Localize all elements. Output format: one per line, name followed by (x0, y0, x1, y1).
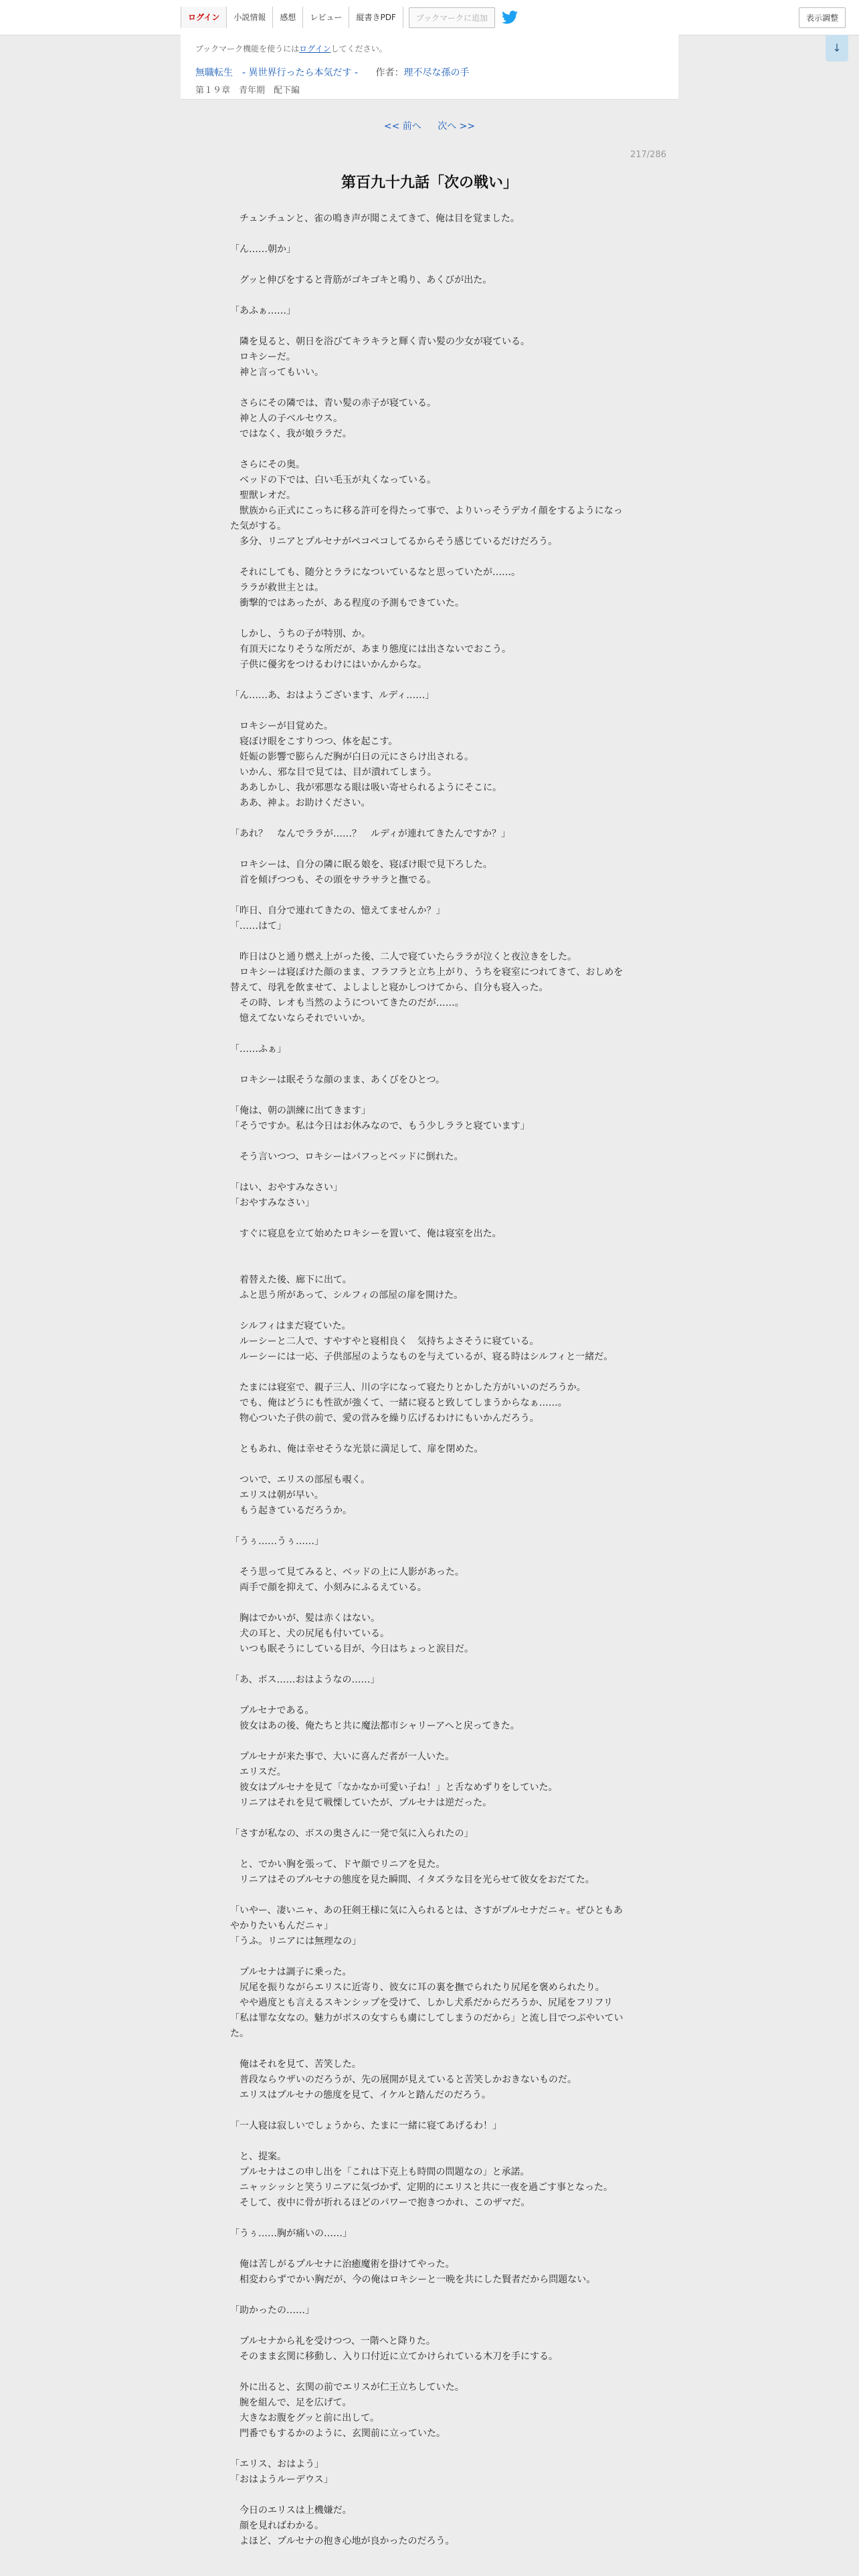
novel-header-panel (181, 35, 678, 100)
novel-line: リニアはそれを見て戦慄していたが、プルセナは逆だった。 (230, 1798, 492, 1808)
novel-line: 「うぅ……胸が痛いの……」 (230, 2228, 352, 2239)
novel-line (230, 288, 630, 304)
novel-line: 「……はて」 (230, 921, 286, 932)
novel-info-link[interactable]: 小説情報 (227, 7, 273, 28)
vertical-pdf-link[interactable]: 縦書きPDF (349, 7, 403, 28)
novel-line: エリスだ。 (230, 1767, 286, 1778)
novel-line: と、提案。 (230, 2151, 286, 2162)
novel-line: ふと思う所があって、シルフィの部屋の扉を開けた。 (230, 1290, 464, 1301)
novel-line: 着替えた後、廊下に出て。 (230, 1275, 352, 1285)
novel-line (230, 2134, 630, 2149)
novel-line: ロキシーは寝ぼけた顔のまま、フラフラと立ち上がり、うちを寝室につれてきて、おしめを替えて、母乳を飲ませて、よしよしと寝かしつけてから、自分も寝入った。 (230, 967, 624, 993)
novel-line (230, 2365, 630, 2380)
novel-line: ベッドの下では、白い毛玉が丸くなっている。 (230, 475, 436, 486)
novel-body (230, 211, 630, 2549)
novel-line: さらにその隣では、青い髪の赤子が寝ている。 (230, 398, 436, 409)
novel-line: 尻尾を振りながらエリスに近寄り、彼女に耳の裏を撫でられたり尻尾を褒められたり。 (230, 1982, 605, 1993)
novel-line: 子供に優劣をつけるわけにはいかんからな。 (230, 659, 427, 670)
novel-line (230, 550, 630, 565)
chapter-title: 第１９章 青年期 配下編 (195, 86, 300, 96)
novel-line (230, 1365, 630, 1380)
novel-line (230, 934, 630, 950)
novel-line (230, 1457, 630, 1473)
novel-line: 憶えてないならそれでいいか。 (230, 1013, 371, 1024)
note-prefix: ブックマーク機能を使うには (195, 44, 300, 53)
author-link[interactable]: 理不尽な孫の手 (403, 68, 470, 78)
novel-line: プルセナである。 (230, 1705, 314, 1716)
novel-line: ああしかし、我が邪悪なる眼は吸い寄せられるようにそこに。 (230, 782, 502, 793)
note-suffix: してください。 (330, 44, 387, 53)
novel-line: しかし、うちの子が特別、か。 (230, 629, 371, 639)
novel-line: ロキシーが目覚めた。 (230, 721, 333, 732)
novel-line: 首を傾げつつも、その頭をサラサラと撫でる。 (230, 875, 436, 885)
novel-line: 衝撃的ではあったが、ある程度の予測もできていた。 (230, 598, 464, 609)
novel-line: 「エリス、おはよう」 (230, 2459, 324, 2470)
novel-line (230, 704, 630, 719)
novel-line: 普段ならウザいのだろうが、先の展開が見えていると苦笑しかおきないものだ。 (230, 2074, 577, 2085)
novel-line (230, 2211, 630, 2226)
novel-line: そのまま玄関に移動し、入り口付近に立てかけられている木刀を手にする。 (230, 2351, 558, 2362)
novel-title-link[interactable]: 無職転生 - 異世界行ったら本気だす - (195, 68, 359, 78)
novel-line: 「そうですか。私は今日はお休みなので、もう少しララと寝ています」 (230, 1121, 530, 1132)
novel-line: 「一人寝は寂しいでしょうから、たまに一緒に寝てあげるわ！」 (230, 2121, 502, 2131)
novel-line (230, 1888, 630, 1903)
novel-line (230, 1842, 630, 1857)
novel-line: 「おはようルーデウス」 (230, 2474, 333, 2485)
novel-line (230, 381, 630, 396)
novel-line: 「あふぁ……」 (230, 306, 296, 316)
novel-line: 「うふ。リニアには無理なの」 (230, 1936, 361, 1947)
novel-line (230, 1811, 630, 1826)
novel-line: プルセナはこの申し出を「これは下克上も時間の問題なの」と承諾。 (230, 2167, 530, 2177)
novel-line: 多分、リニアとプルセナがペコペコしてるからそう感じているだけだろう。 (230, 536, 558, 547)
novel-line: ともあれ、俺は幸せそうな光景に満足して、扉を閉めた。 (230, 1444, 484, 1455)
episode-pager (0, 119, 859, 132)
novel-line: シルフィはまだ寝ていた。 (230, 1321, 351, 1331)
review-link[interactable]: レビュー (303, 7, 349, 28)
novel-line: 「あれ？ なんでララが……？ ルディが連れてきたんですか？」 (230, 829, 510, 839)
novel-line: 神と言ってもいい。 (230, 367, 324, 378)
novel-line: チュンチュンと、雀の鳴き声が聞こえてきて、俺は目を覚ました。 (230, 213, 520, 224)
novel-line (230, 1688, 630, 1703)
novel-line: 俺はそれを見て、苦笑した。 (230, 2059, 361, 2070)
novel-line: 両手で顔を抑えて、小刻みにふるえている。 (230, 1582, 427, 1593)
novel-line: 妊娠の影響で膨らんだ胸が白日の元にさらけ出される。 (230, 752, 474, 762)
prev-episode-link[interactable]: << 前へ (383, 121, 421, 132)
novel-line: すぐに寝息を立て始めたロキシーを置いて、俺は寝室を出た。 (230, 1228, 502, 1239)
novel-line: もう起きているだろうか。 (230, 1505, 352, 1516)
display-settings-button[interactable]: 表示調整 (799, 7, 846, 28)
novel-line (230, 1657, 630, 1673)
novel-line: 腕を組んで、足を広げて。 (230, 2397, 352, 2408)
novel-line: 寝ぼけ眼をこすりつつ、体を起こす。 (230, 736, 398, 747)
novel-line (230, 673, 630, 688)
novel-line (230, 2288, 630, 2303)
novel-line: 「……ふぁ」 (230, 1044, 286, 1055)
top-navigation-bar (0, 0, 859, 35)
novel-line: たまには寝室で、親子三人、川の字になって寝たりとかした方がいいのだろうか。 (230, 1382, 586, 1393)
novel-line (230, 2103, 630, 2119)
login-link[interactable]: ログイン (181, 7, 227, 28)
novel-line: いかん、邪な目で見ては、目が潰れてしまう。 (230, 767, 437, 778)
novel-line (230, 1549, 630, 1565)
impressions-link[interactable]: 感想 (273, 7, 303, 28)
novel-line (230, 1257, 630, 1273)
novel-line: そう言いつつ、ロキシーはパフっとベッドに倒れた。 (230, 1152, 464, 1162)
novel-line: 「ん……あ、おはようございます、ルディ……」 (230, 690, 435, 701)
novel-line: 昨日はひと通り燃え上がった後、二人で寝ていたらララが泣くと夜泣きをした。 (230, 952, 577, 962)
novel-line: やや過度とも言えるスキンシップを受けて、しかし犬系だからだろうか、尻尾をフリフリ「私は罪な女なの。魅力がボスの女すらも虜にしてしまうのだから」と流し目でつぶやいていた。 (230, 1998, 624, 2039)
novel-line: 今日のエリスは上機嫌だ。 (230, 2505, 352, 2516)
author-label: 作者： (375, 68, 404, 78)
novel-line: 相変わらずでかい胸だが、今の俺はロキシーと一晩を共にした賢者だから問題ない。 (230, 2274, 596, 2285)
novel-line (230, 842, 630, 857)
novel-line: 「さすが私なの、ボスの奥さんに一発で気に入られたの」 (230, 1828, 474, 1839)
novel-line (230, 611, 630, 627)
novel-line: 彼女はあの後、俺たちと共に魔法都市シャリーアへと戻ってきた。 (230, 1721, 520, 1731)
novel-line: ああ、神よ。お助けください。 (230, 798, 371, 809)
novel-line (230, 2242, 630, 2257)
novel-line (230, 1134, 630, 1150)
novel-line (230, 811, 630, 827)
novel-line: 門番でもするかのように、玄関前に立っていた。 (230, 2428, 446, 2439)
novel-line: 「はい、おやすみなさい」 (230, 1182, 343, 1193)
novel-line: ではなく、我が娘ララだ。 (230, 429, 352, 439)
episode-progress: 217/286 (630, 150, 666, 160)
next-episode-link[interactable]: 次へ >> (438, 121, 476, 132)
novel-line: ルーシーと二人で、すやすやと寝相良く 気持ちよさそうに寝ている。 (230, 1336, 539, 1347)
novel-line (230, 1734, 630, 1749)
novel-line: ルーシーには一応、子供部屋のようなものを与えているが、寝る時はシルフィと一緒だ。 (230, 1352, 613, 1362)
novel-line: ララが救世主とは。 (230, 582, 324, 593)
episode-title: 第百九十九話「次の戦い」 (341, 175, 518, 191)
novel-line: 外に出ると、玄関の前でエリスが仁王立ちしていた。 (230, 2382, 464, 2393)
novel-line (230, 1211, 630, 1226)
novel-line: 有頂天になりそうな所だが、あまり態度には出さないでおこう。 (230, 644, 511, 655)
novel-line: ロキシーは眠そうな顔のまま、あくびをひとつ。 (230, 1075, 446, 1085)
novel-line (230, 1303, 630, 1319)
novel-line: プルセナが来た事で、大いに喜んだ者が一人いた。 (230, 1751, 455, 1762)
novel-line (230, 2442, 630, 2457)
novel-line: さらにその奥。 (230, 459, 305, 470)
novel-line: 「ん……朝か」 (230, 244, 296, 255)
novel-line (230, 1949, 630, 1965)
novel-line (230, 1057, 630, 1073)
novel-line: それにしても、随分とララになついているなと思っていたが……。 (230, 567, 520, 578)
novel-line (230, 257, 630, 273)
novel-line: そう思って見てみると、ベッドの上に人影があった。 (230, 1567, 464, 1578)
novel-line: 「いやー、凄いニャ、あの狂剣王様に気に入られるとは、さすがプルセナだニャ。ぜひともあやかりたいもんだニャ」 (230, 1905, 623, 1931)
scroll-down-icon[interactable]: ↓ (826, 35, 848, 62)
novel-line: 隣を見ると、朝日を浴びてキラキラと輝く青い髪の少女が寝ている。 (230, 336, 530, 347)
novel-line (230, 1519, 630, 1534)
novel-line (230, 888, 630, 903)
novel-line (230, 1426, 630, 1442)
novel-line (230, 1596, 630, 1611)
novel-line: と、でかい胸を張って、ドヤ顔でリニアを見た。 (230, 1859, 446, 1870)
novel-line (230, 1088, 630, 1103)
novel-line: でも、俺はどうにも性欲が強くて、一緒に寝ると致してしまうからなぁ……。 (230, 1398, 567, 1408)
novel-line: その時、レオも当然のようについてきたのだが……。 (230, 998, 464, 1008)
novel-line: 胸はでかいが、髪は赤くはない。 (230, 1613, 380, 1624)
novel-line: 彼女はプルセナを見て「なかなか可愛い子ね！」と舌なめずりをしていた。 (230, 1782, 558, 1793)
novel-line: 「昨日、自分で連れてきたの、憶えてませんか？」 (230, 905, 446, 916)
add-bookmark-button[interactable]: ブックマークに追加 (409, 7, 495, 28)
novel-line (230, 1165, 630, 1180)
novel-line: 犬の耳と、犬の尻尾も付いている。 (230, 1628, 389, 1639)
novel-line: グッと伸びをすると背筋がゴキゴキと鳴り、あくびが出た。 (230, 275, 492, 286)
novel-line (230, 1027, 630, 1042)
novel-line: 「助かったの……」 (230, 2305, 314, 2316)
note-login-link[interactable]: ログイン (299, 44, 331, 53)
novel-line: ついで、エリスの部屋も覗く。 (230, 1475, 371, 1485)
novel-line (230, 1242, 630, 1257)
novel-line (230, 2042, 630, 2057)
novel-line: 俺は苦しがるプルセナに治癒魔術を掛けてやった。 (230, 2259, 455, 2270)
twitter-bird-icon[interactable] (502, 11, 518, 24)
novel-line: 物心ついた子供の前で、愛の営みを繰り広げるわけにもいかんだろう。 (230, 1413, 539, 1424)
novel-line (230, 442, 630, 457)
novel-line: 「うぅ……うぅ……」 (230, 1536, 324, 1547)
novel-line: 「おやすみなさい」 (230, 1198, 314, 1208)
novel-line (230, 319, 630, 334)
novel-line: 獣族から正式にこっちに移る許可を得たって事で、よりいっそうデカイ顔をするようになった気がする。 (230, 506, 623, 532)
bookmark-login-note (195, 43, 387, 54)
novel-line: ニャッシッシと笑うリニアに気づかず、定期的にエリスと共に一夜を過ごす事となった。 (230, 2182, 613, 2193)
novel-line: プルセナは調子に乗った。 (230, 1967, 352, 1977)
novel-line: リニアはそのプルセナの態度を見た瞬間、イタズラな目を光らせて彼女をおだてた。 (230, 1874, 595, 1885)
novel-title-line (195, 66, 469, 79)
novel-line: 「俺は、朝の訓練に出てきます」 (230, 1105, 371, 1116)
novel-line: そして、夜中に骨が折れるほどのパワーで抱きつかれ、このザマだ。 (230, 2197, 531, 2208)
nav-menu (181, 7, 518, 28)
novel-line: 大きなお腹をグッと前に出して。 (230, 2413, 380, 2424)
novel-line: よほど、プルセナの抱き心地が良かったのだろう。 (230, 2536, 455, 2547)
novel-line (230, 2488, 630, 2503)
novel-line: ロキシーは、自分の隣に眠る娘を、寝ぼけ眼で見下ろした。 (230, 859, 492, 870)
novel-line: ロキシーだ。 (230, 352, 296, 362)
novel-line (230, 227, 630, 242)
novel-line: 「あ、ボス……おはようなの……」 (230, 1675, 380, 1685)
novel-line (230, 2319, 630, 2334)
novel-line: 顔を見ればわかる。 (230, 2520, 324, 2531)
novel-line: 聖獣レオだ。 (230, 490, 296, 501)
novel-line: いつも眠そうにしている目が、今日はちょっと涙目だ。 (230, 1644, 474, 1654)
novel-line: 神と人の子ベルセウス。 (230, 413, 343, 424)
novel-line: プルセナから礼を受けつつ、一階へと降りた。 (230, 2336, 436, 2347)
novel-line: エリスはプルセナの態度を見て、イケルと踏んだのだろう。 (230, 2090, 491, 2101)
novel-line: エリスは朝が早い。 (230, 1490, 324, 1501)
